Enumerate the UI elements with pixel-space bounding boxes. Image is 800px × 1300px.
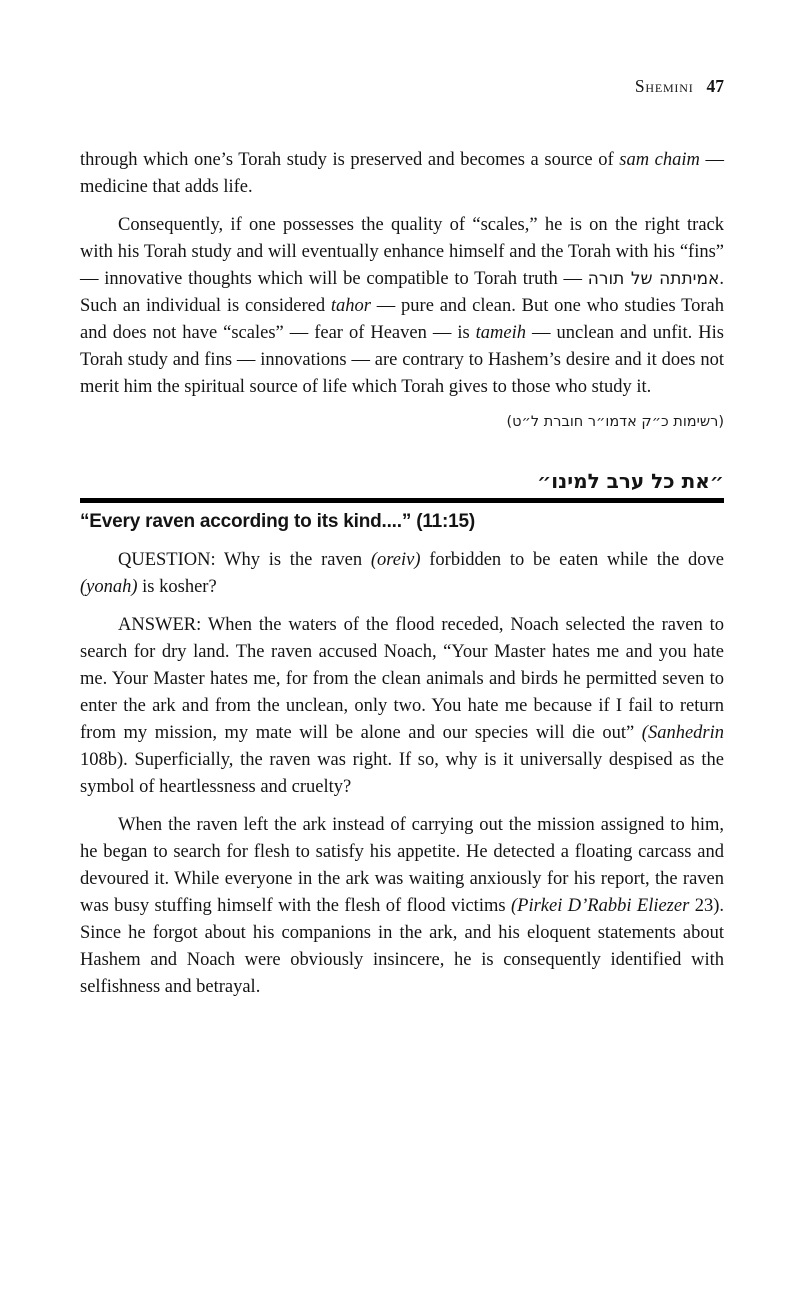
- text-run: — medicine that adds life.: [80, 150, 724, 197]
- paragraph-answer: [80, 612, 724, 801]
- text-block: [80, 147, 724, 1012]
- paragraph-raven-conclusion: [80, 812, 724, 1001]
- text-run: is kosher?: [137, 577, 217, 597]
- source-citation: (רשימות כ״ק אדמו״ר חוברת ל״ט): [506, 414, 724, 430]
- italic-run: sam chaim: [619, 150, 700, 170]
- running-head: [80, 76, 724, 97]
- text-run: Consequently, if one possesses the quality of “scales,” he is on the right track with his Torah study and will eventually enhance himself and the Torah with his “fins” — innovative thoughts which will be compatible to Torah truth —: [80, 215, 724, 289]
- paragraph-scales-fins: [80, 212, 724, 401]
- running-head-section-title: Shemini: [634, 76, 694, 96]
- paragraph-continuation: [80, 147, 724, 201]
- text-run: . Such an individual is considered: [80, 269, 724, 316]
- section-hebrew-title: ״את כל ערב למינו״: [537, 469, 724, 493]
- italic-run: tahor: [330, 296, 371, 316]
- text-run: through which one’s Torah study is preserved and becomes a source of: [80, 150, 620, 170]
- text-run: — pure and clean. But one who studies Torah and does not have “scales” — fear of Heaven — is: [80, 296, 724, 343]
- italic-run: (oreiv): [370, 550, 421, 570]
- text-run: forbidden to be eaten while the dove: [420, 550, 725, 570]
- paragraph-question: [80, 547, 724, 601]
- italic-run: (yonah): [80, 577, 138, 597]
- text-run: 23). Since he forgot about his companions in the ark, and his eloquent statements about Hashem and Noach were obviously insincere, he is consequently identified with selfishness and betrayal.: [80, 896, 724, 997]
- text-run: When the raven left the ark instead of carrying out the mission assigned to him, he began to search for flesh to satisfy his appetite. He detected a floating carcass and devoured it. While everyone in the ark was waiting anxiously for his report, the raven was busy stuffing himself with the flesh of flood victims: [80, 815, 724, 916]
- hebrew-run: אמיתתה של תורה: [587, 269, 720, 289]
- italic-run: tameih: [475, 323, 527, 343]
- text-run: 108b). Superficially, the raven was right. If so, why is it universally despised as the symbol of heartlessness and cruelty?: [80, 750, 724, 797]
- italic-run: (Sanhedrin: [641, 723, 724, 743]
- section-english-title: “Every raven according to its kind....” (11:15): [80, 511, 476, 532]
- text-run: ANSWER: When the waters of the flood receded, Noach selected the raven to search for dry land. The raven accused Noach, “Your Master hates me and you hate me. Your Master hates me, for from the clean animals and birds he permitted seven to enter the ark and from the unclean, only two. You hate me because if I fail to return from my mission, my mate will be alone and our species will die out”: [80, 615, 724, 743]
- italic-run: (Pirkei D’Rabbi Eliezer: [510, 896, 690, 916]
- page-number: 47: [706, 76, 724, 96]
- section-header: [80, 469, 724, 534]
- section-divider-rule: [80, 498, 724, 503]
- text-run: QUESTION: Why is the raven: [118, 550, 371, 570]
- text-run: — unclean and unfit. His Torah study and fins — innovations — are contrary to Hashem’s desire and it does not merit him the spiritual source of life which Torah gives to those who study it.: [80, 323, 724, 397]
